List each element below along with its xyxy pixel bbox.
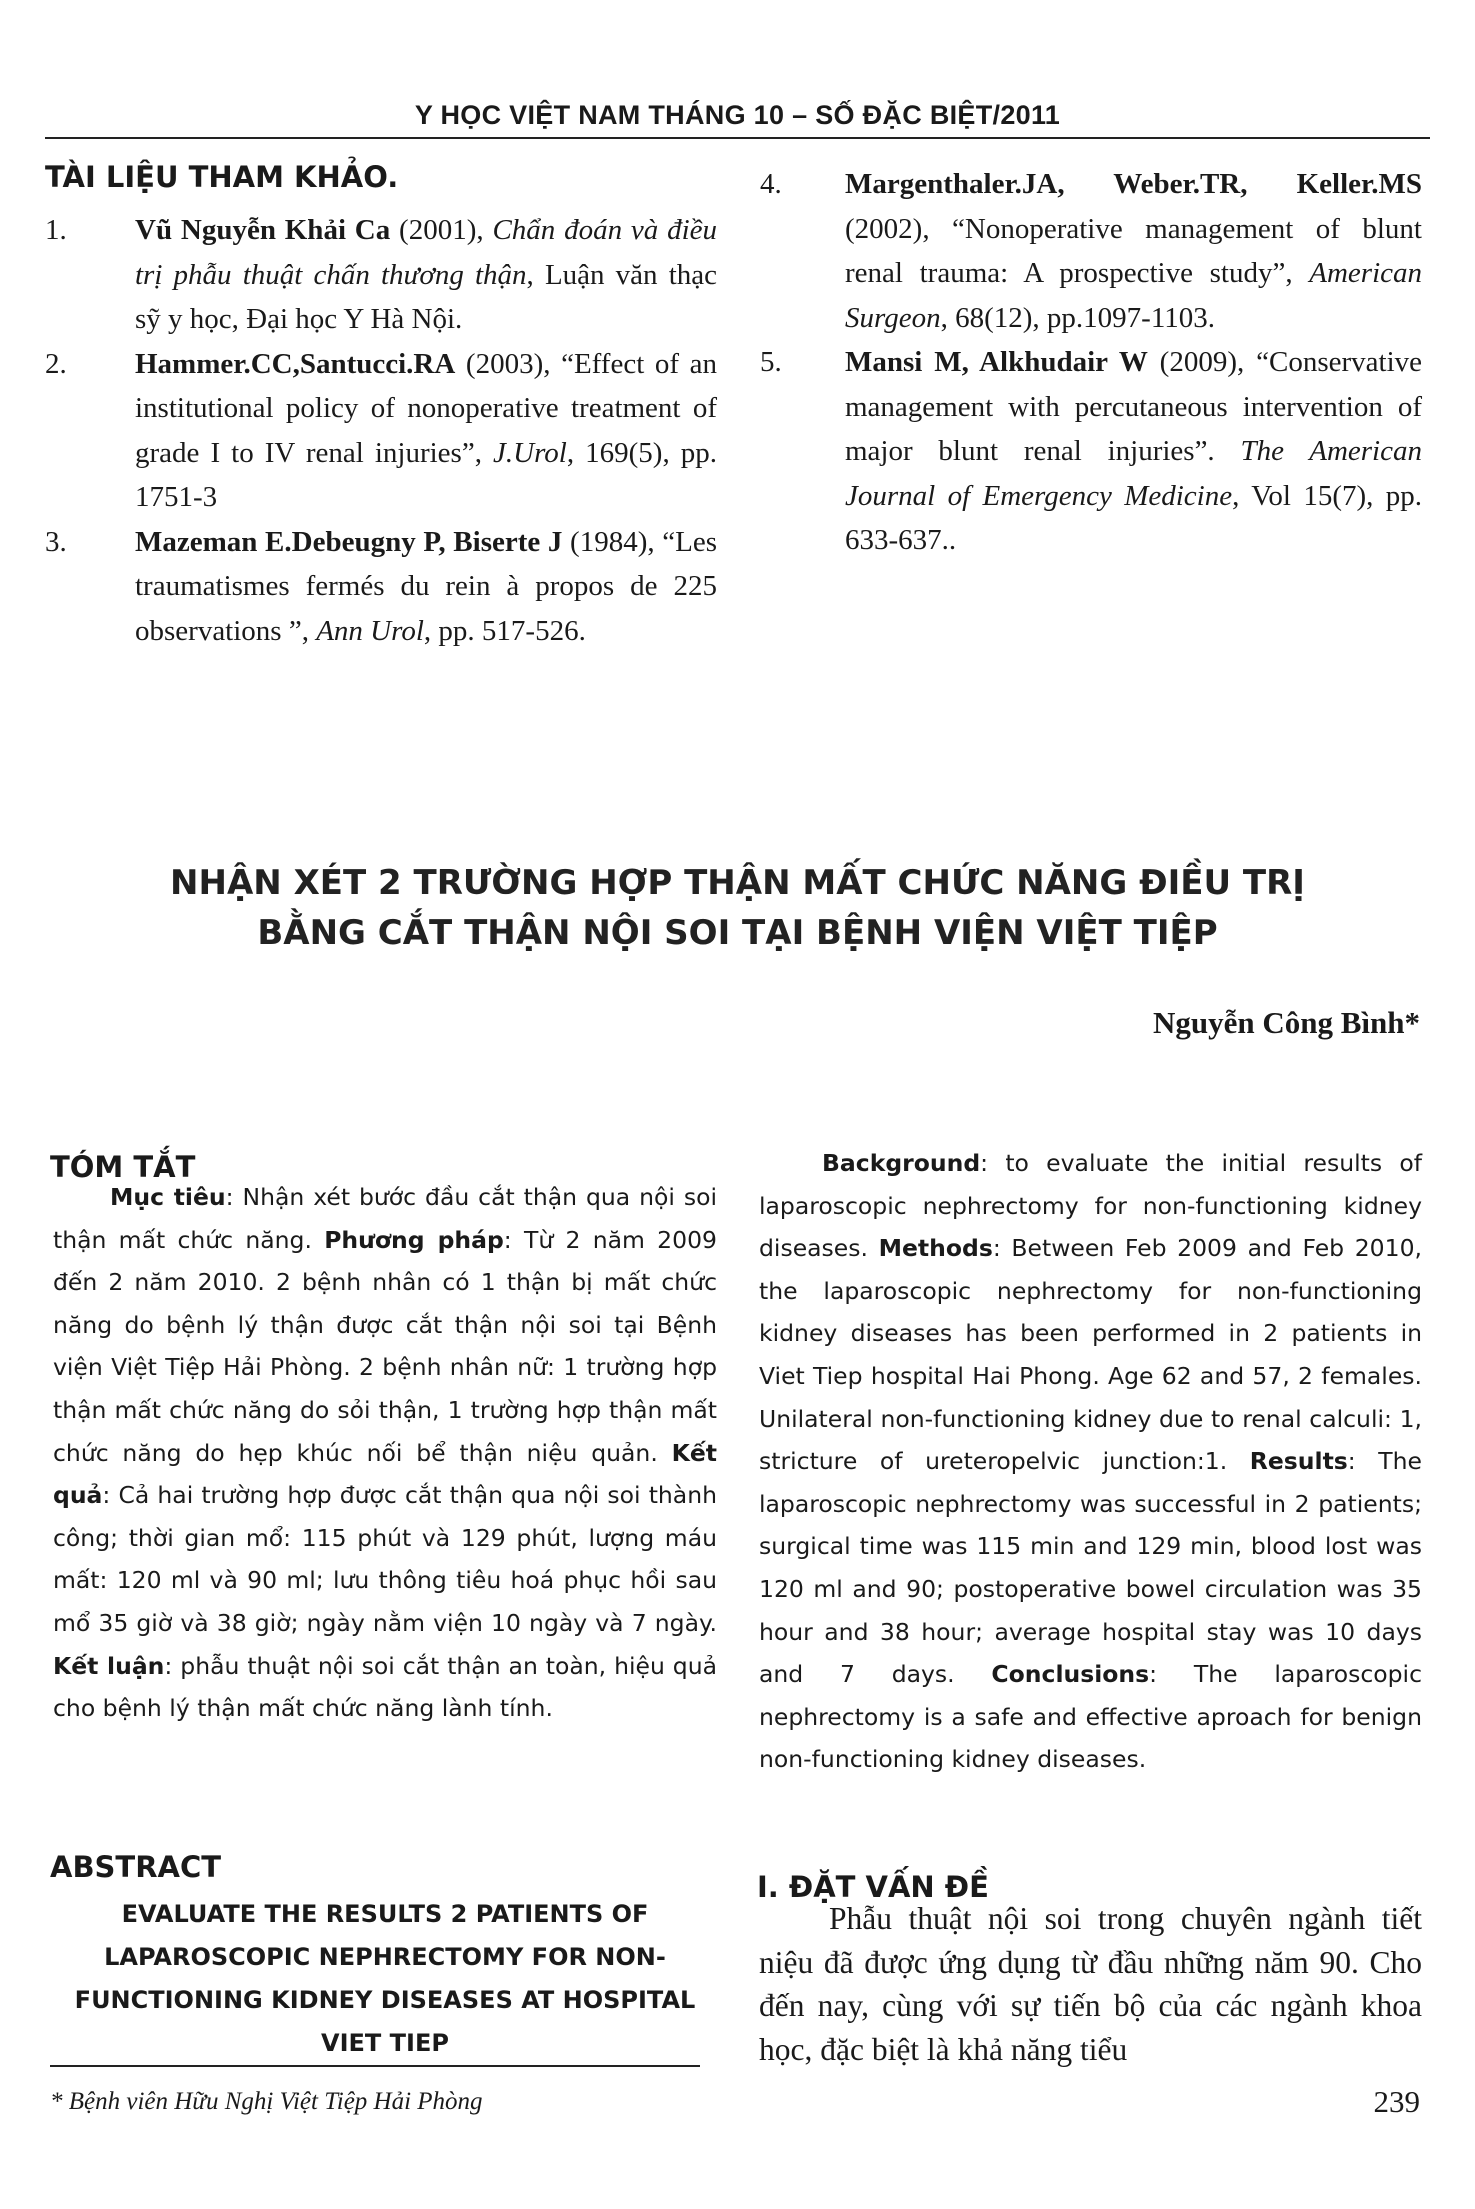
section-text: : phẫu thuật nội soi cắt thận an toàn, hiệu quả cho bệnh lý thận mất chức năng lành tính. [53, 1651, 718, 1723]
summary-body [53, 1176, 717, 1730]
reference-item [760, 162, 1422, 340]
reference-authors: Margenthaler.JA, Weber.TR, Keller.MS [845, 168, 1422, 200]
section-text: : Nhận xét bước đầu cắt thận qua nội soi thận mất chức năng. [53, 1183, 717, 1254]
reference-item [45, 520, 717, 654]
reference-source: The American Journal of Emergency Medicine [845, 435, 1422, 512]
reference-text: (1984), “Les traumatismes fermés du rein à propos de 225 observations ”, [135, 525, 718, 647]
reference-number: 5. [760, 346, 782, 378]
abstract-subtitle: EVALUATE THE RESULTS 2 PATIENTS OF LAPAROSCOPIC NEPHRECTOMY FOR NON-FUNCTIONING KIDNEY DISEASES AT HOSPITAL VIET TIEP [74, 1900, 696, 2057]
section-text: : Cả hai trường hợp được cắt thận qua nội soi thành công; thời gian mổ: 115 phút và 129 phút, lượng máu mất: 120 ml và 90 ml; lưu thông tiêu hoá phục hồi sau mổ 35 giờ và 38 giờ; ngày nằm viện 10 ngày và 7 ngày. [53, 1481, 717, 1637]
section-text: : The laparoscopic nephrectomy is a safe and effective aproach for benign non-functioning kidney diseases. [759, 1660, 1422, 1774]
section-label: Methods [878, 1234, 993, 1263]
reference-source: Chẩn đoán và điều trị phẫu thuật chấn thương thận [135, 214, 717, 291]
reference-number: 1. [45, 214, 67, 246]
reference-authors: Mansi M, Alkhudair W [845, 346, 1148, 378]
running-header: Y HỌC VIỆT NAM THÁNG 10 – SỐ ĐẶC BIỆT/2011 [414, 100, 1061, 130]
reference-source: Ann Urol [316, 614, 424, 647]
section-label: Phương pháp [324, 1225, 504, 1254]
introduction-body: Phẫu thuật nội soi trong chuyên ngành tiết niệu đã được ứng dụng từ đầu những năm 90. Cho đến nay, cùng với sự tiến bộ của các ngành khoa học, đặc biệt là khả năng tiểu [759, 1901, 1422, 2067]
references-left-column [45, 208, 717, 653]
references-right-column [760, 162, 1422, 563]
article-title-line: BẰNG CẮT THẬN NỘI SOI TẠI BỆNH VIỆN VIỆT TIỆP [257, 913, 1218, 953]
reference-item [760, 340, 1422, 563]
reference-text: (2009), “Conservative management with percutaneous intervention of major blunt renal injuries”. [845, 346, 1422, 467]
reference-number: 2. [45, 347, 67, 380]
reference-text: (2001), [390, 214, 493, 246]
reference-text: (2003), “Effect of an institutional policy of nonoperative treatment of grade I to IV renal injuries”, [135, 347, 717, 469]
section-label: Kết quả [53, 1438, 717, 1510]
reference-source: J.Urol [493, 436, 567, 469]
reference-text: , 169(5), pp. 1751-3 [135, 436, 717, 513]
footnote: * Bệnh viên Hữu Nghị Việt Tiệp Hải Phòng [50, 2088, 483, 2115]
abstract-body [759, 1142, 1422, 1781]
reference-source: American Surgeon [845, 257, 1422, 334]
section-label: Conclusions [991, 1660, 1150, 1689]
footnote-rule [50, 2065, 700, 2067]
section-label: Mục tiêu [110, 1183, 226, 1211]
reference-text: , Luận văn thạc sỹ y học, Đại học Y Hà Nội. [135, 258, 717, 335]
header-rule [45, 137, 1430, 139]
section-text: : to evaluate the initial results of laparoscopic nephrectomy for non-functioning kidney diseases. [759, 1149, 1422, 1263]
section-label: Results [1249, 1447, 1348, 1476]
reference-text: , Vol 15(7), pp. 633-637.. [845, 479, 1422, 556]
section-text: : Between Feb 2009 and Feb 2010, the laparoscopic nephrectomy for non-functioning kidney diseases has been performed in 2 patients in Viet Tiep hospital Hai Phong. Age 62 and 57, 2 females. Unilateral non-functioning kidney due to renal calculi: 1, stricture of ureteropelvic junction:1. [759, 1234, 1422, 1476]
page-number: 239 [1373, 2084, 1420, 2119]
reference-text: , pp. 517-526. [423, 614, 586, 647]
reference-item [45, 208, 717, 342]
reference-number: 3. [45, 525, 67, 558]
references-title: TÀI LIỆU THAM KHẢO. [45, 160, 399, 194]
reference-authors: Vũ Nguyễn Khải Ca [135, 214, 391, 246]
article-title [0, 858, 1475, 958]
reference-text: (2002), “Nonoperative management of blunt renal trauma: A prospective study”, [845, 212, 1422, 289]
introduction-heading: I. ĐẶT VẤN ĐỀ [757, 1870, 989, 1904]
reference-authors: Mazeman E.Debeugny P, Biserte J [135, 525, 563, 558]
article-author: Nguyễn Công Bình* [1152, 1005, 1420, 1040]
reference-item [45, 342, 717, 520]
article-title-line: NHẬN XÉT 2 TRƯỜNG HỢP THẬN MẤT CHỨC NĂNG ĐIỀU TRỊ [170, 863, 1305, 903]
section-label: Background [822, 1149, 981, 1177]
reference-authors: Hammer.CC,Santucci.RA [135, 347, 456, 380]
abstract-heading: ABSTRACT [50, 1850, 222, 1884]
reference-text: , 68(12), pp.1097-1103. [940, 301, 1215, 334]
section-label: Kết luận [53, 1651, 165, 1680]
section-text: : Từ 2 năm 2009 đến 2 năm 2010. 2 bệnh nhân có 1 thận bị mất chức năng do bệnh lý thận được cắt thận nội soi tại Bệnh viện Việt Tiệp Hải Phòng. 2 bệnh nhân nữ: 1 trường hợp thận mất chức năng do sỏi thận, 1 trường hợp thận mất chức năng do hẹp khúc nối bể thận niệu quản. [53, 1225, 717, 1467]
section-text: : The laparoscopic nephrectomy was successful in 2 patients; surgical time was 115 min and 129 min, blood lost was 120 ml and 90; postoperative bowel circulation was 35 hour and 38 hour; average hospital stay was 10 days and 7 days. [759, 1447, 1422, 1689]
summary-heading: TÓM TẮT [50, 1150, 196, 1184]
reference-number: 4. [760, 168, 782, 200]
